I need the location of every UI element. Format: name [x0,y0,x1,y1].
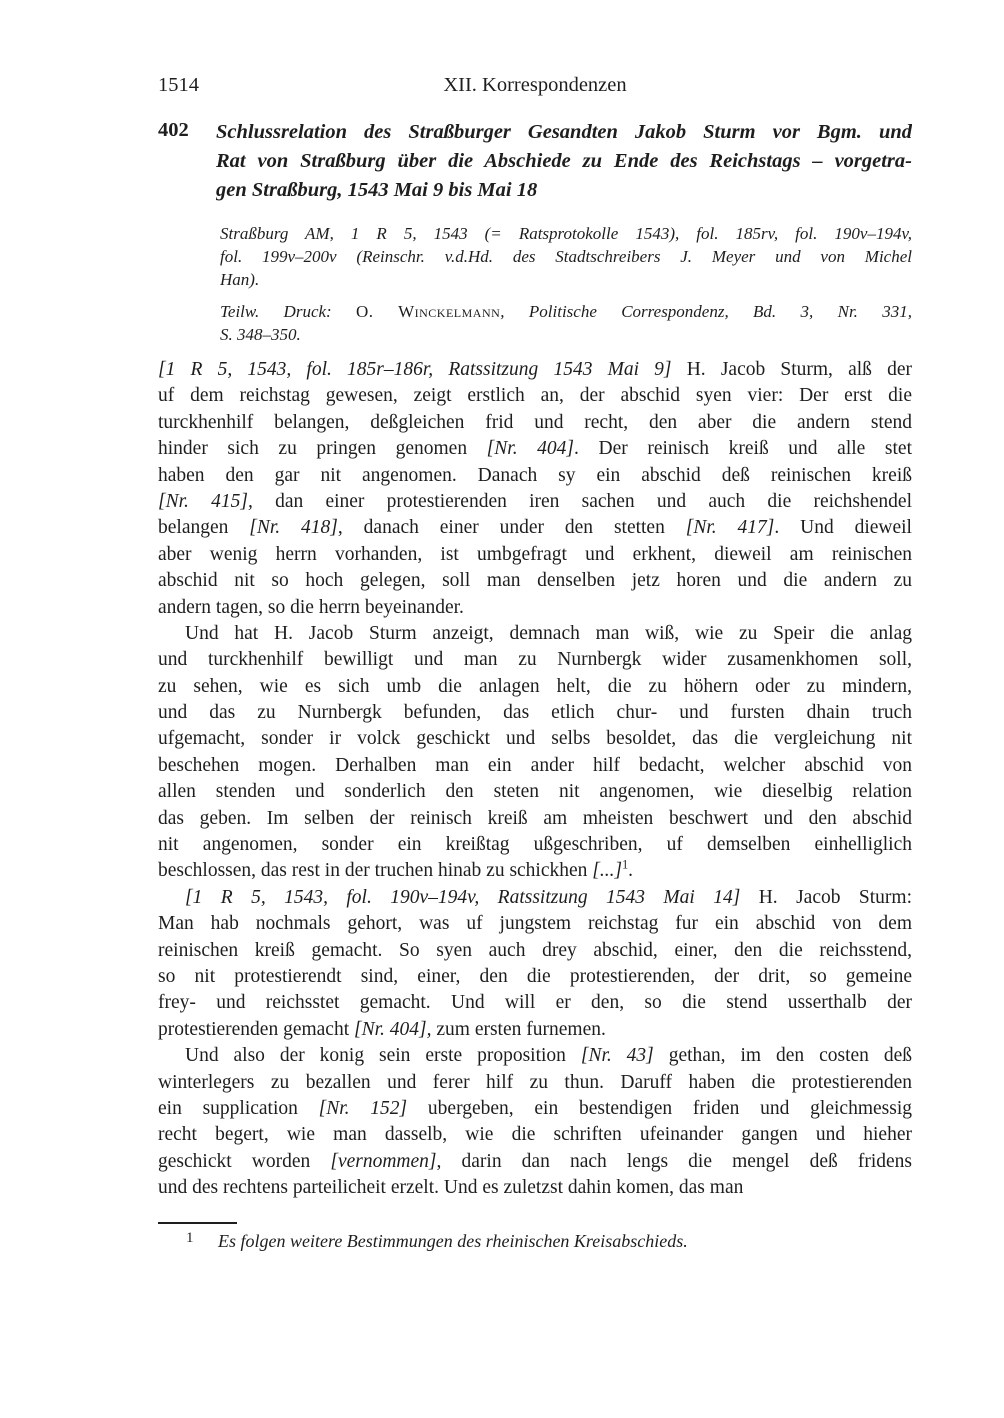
text-line: fol. 199v–200v (Reinschr. v.d.Hd. des Stadtschreibers J. Meyer und von Michel [220,247,912,267]
footnote-text: Es folgen weitere Bestimmungen des rheinischen Kreisabschieds. [218,1231,688,1251]
source-citation [220,222,912,292]
text-line: hinder sich zu pringen genomen [Nr. 404]. Der reinisch kreiß und alle stet [158,438,912,460]
text-line: [Nr. 415], dan einer protestierenden iren sachen und auch die reichshendel [158,490,912,512]
paragraph [158,357,912,621]
text-line: [1 R 5, 1543, fol. 185r–186r, Ratssitzung 1543 Mai 9] H. Jacob Sturm, alß der [158,359,912,380]
text-block [158,0,912,1418]
text-line: ufgemacht, sonder ir volck geschickt und selbs besoldet, das die vergleichung nit [158,728,912,750]
text-line: geschickt worden [vernommen], darin dan nach lengs die mengel deß fridens [158,1150,912,1172]
text-line: haben den gar nit angenomen. Danach sy ein abschid deß reinischen kreiß [158,464,912,486]
text-line: protestierenden gemacht [Nr. 404], zum ersten furnemen. [158,1018,606,1040]
text-line: S. 348–350. [220,325,301,345]
text-line: allen stenden und sonderlich den steten nit angenomen, wie dieselbig relation [158,781,912,803]
body-text [158,357,912,1202]
text-line: turckhenhilf belangen, deßgleichen frid und recht, den aber die andern stend [158,411,912,433]
text-line: und turckhenhilf bewilligt und man zu Nurnbergk wider zusamenkhomen soll, [158,649,912,671]
text-line: abschid nit so hoch gelegen, soll man denselben jetz horen und die andern zu [158,570,912,592]
entry-title [216,118,912,205]
text-line: Teilw. Druck: O. Winckelmann, Politische Correspondenz, Bd. 3, Nr. 331, [220,302,912,321]
footnote [158,1229,912,1253]
text-line: nit angenomen, sonder ein kreißtag ußgeschriben, uf demselben einhelliglich [158,834,912,856]
text-line: beschlossen, das rest in der truchen hinab zu schickhen [...]$^1$. [158,858,634,882]
text-line: reinischen kreiß gemacht. So syen auch drey abschid, einer, den die reichsstend, [158,939,912,961]
text-line: so nit protestierendt sind, einer, den die protestierenden, der drit, so gemeine [158,965,912,987]
text-line: uf dem reichstag gewesen, zeigt erstlich an, der abschid syen vier: Der erst die [158,385,912,407]
entry-heading [158,118,912,205]
text-line: belangen [Nr. 418], danach einer under den stetten [Nr. 417]. Und dieweil [158,517,912,539]
print-reference [220,300,912,346]
text-line: und das zu Nurnbergk befunden, das etlich chur- und fursten dhain truch [158,702,912,724]
text-line: zu sehen, wie es sich umb die anlagen helt, die zu höhern oder zu mindern, [158,675,912,697]
text-line: Rat von Straßburg über die Abschiede zu Ende des Reichstags – vorgetra- [216,150,912,172]
text-line: beschehen mogen. Derhalben man ein ander hilf bedacht, welcher abschid von [158,754,912,776]
text-line: frey- und reichsstet gemacht. Und will er den, so die stend usserthalb der [158,992,912,1014]
paragraph [158,1043,912,1201]
text-line: das geben. Im selben der reinisch kreiß am mheisten beschwert und den abschid [158,807,912,829]
text-line: Schlussrelation des Straßburger Gesandten Jakob Sturm vor Bgm. und [216,121,912,143]
text-line: Han). [220,270,260,290]
text-line: Straßburg AM, 1 R 5, 1543 (= Ratsprotokolle 1543), fol. 185rv, fol. 190v–194v, [220,224,912,243]
text-line: und des rechtens parteilicheit erzelt. Und es zuletzst dahin komen, das man [158,1177,744,1199]
page-header [158,74,912,102]
running-head: XII. Korrespondenzen [443,74,627,96]
paragraph [158,621,912,885]
text-line: Und hat H. Jacob Sturm anzeigt, demnach man wiß, wie zu Speir die anlag [185,622,912,644]
text-line: Und also der konig sein erste proposition [Nr. 43] gethan, im den costen deß [185,1045,912,1067]
footnote-marker: 1 [186,1230,194,1246]
text-line: [1 R 5, 1543, fol. 190v–194v, Ratssitzung 1543 Mai 14] H. Jacob Sturm: [185,886,912,908]
footnote-divider [158,1222,237,1224]
text-line: winterlegers zu bezallen und ferer hilf zu thun. Daruff haben die protestierenden [158,1071,912,1093]
text-line: andern tagen, so die herrn beyeinander. [158,596,464,618]
text-line: aber wenig herrn vorhanden, ist umbgefragt und erkhent, dieweil am reinischen [158,543,912,565]
entry-number: 402 [158,119,189,141]
text-line: ein supplication [Nr. 152] ubergeben, ein bestendigen friden und gleichmessig [158,1097,912,1119]
text-line: recht begert, wie man dasselb, wie die schriften ufeinander gangen und hieher [158,1124,912,1146]
paragraph [158,885,912,1043]
text-line: gen Straßburg, 1543 Mai 9 bis Mai 18 [216,179,538,201]
text-line: Man hab nochmals gehort, was uf jungstem reichstag fur ein abschid von dem [158,913,912,935]
page-number: 1514 [158,74,199,96]
